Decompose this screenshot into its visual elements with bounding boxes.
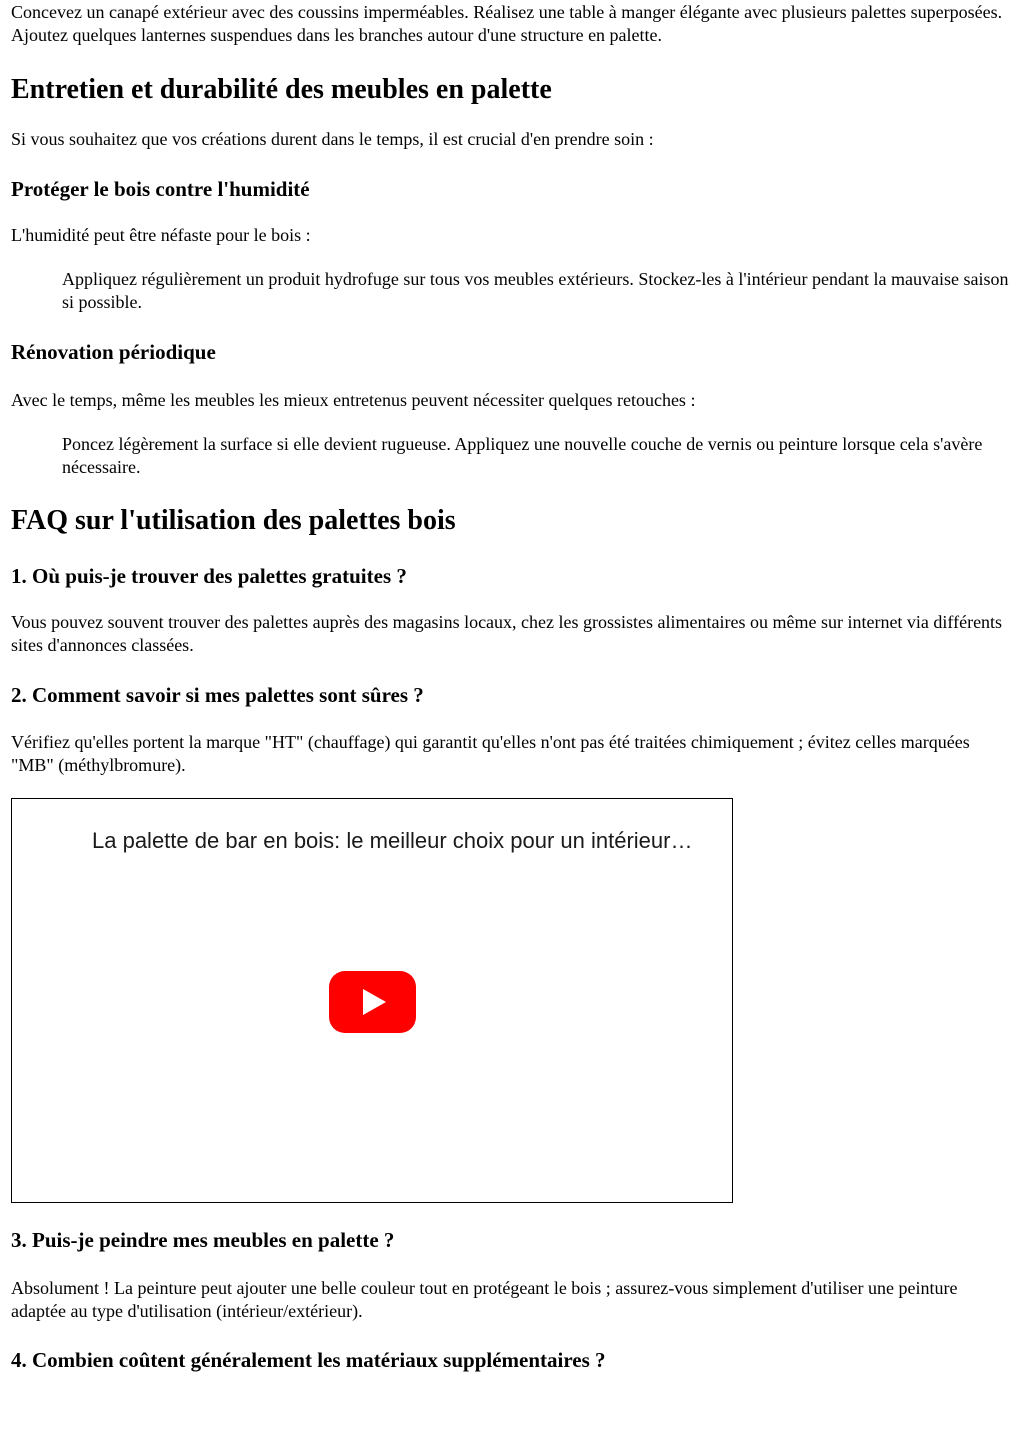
renovation-intro-paragraph: Avec le temps, même les meubles les mieux entretenus peuvent nécessiter quelques retouches : — [11, 390, 696, 410]
faq-answer-1: Vous pouvez souvent trouver des palettes auprès des magasins locaux, chez les grossistes alimentaires ou même sur internet via différents sites d'annonces classées. — [11, 612, 1003, 655]
video-title[interactable]: La palette de bar en bois: le meilleur choix pour un intérieur… — [92, 828, 693, 853]
intro-paragraph: Concevez un canapé extérieur avec des coussins imperméables. Réalisez une table à manger élégante avec plusieurs palettes superposées. Ajoutez quelques lanternes suspendues dans les branches autour d'une structure en palette. — [11, 2, 1003, 45]
faq-question-2: 2. Comment savoir si mes palettes sont sûres ? — [11, 683, 424, 707]
renovation-quote: Poncez légèrement la surface si elle devient rugueuse. Appliquez une nouvelle couche de vernis ou peinture lorsque cela s'avère nécessaire. — [62, 434, 983, 477]
entretien-intro-paragraph: Si vous souhaitez que vos créations durent dans le temps, il est crucial d'en prendre soin : — [11, 129, 654, 149]
faq-question-4: 4. Combien coûtent généralement les matériaux supplémentaires ? — [11, 1348, 606, 1372]
humidite-heading: Protéger le bois contre l'humidité — [11, 177, 310, 201]
faq-heading: FAQ sur l'utilisation des palettes bois — [11, 505, 456, 536]
humidite-intro-paragraph: L'humidité peut être néfaste pour le bois : — [11, 225, 311, 245]
faq-question-3: 3. Puis-je peindre mes meubles en palette ? — [11, 1228, 395, 1252]
faq-answer-2: Vérifiez qu'elles portent la marque "HT" (chauffage) qui garantit qu'elles n'ont pas été traitées chimiquement ; évitez celles marquées "MB" (méthylbromure). — [11, 732, 970, 775]
renovation-heading: Rénovation périodique — [11, 340, 216, 364]
article-content — [0, 1, 1024, 1373]
entretien-heading: Entretien et durabilité des meubles en palette — [11, 74, 552, 105]
youtube-play-icon[interactable] — [329, 971, 416, 1033]
faq-answer-3: Absolument ! La peinture peut ajouter une belle couleur tout en protégeant le bois ; assurez-vous simplement d'utiliser une peinture adaptée au type d'utilisation (intérieur/extérieur). — [11, 1278, 958, 1321]
video-embed[interactable] — [11, 798, 733, 1203]
humidite-quote: Appliquez régulièrement un produit hydrofuge sur tous vos meubles extérieurs. Stockez-les à l'intérieur pendant la mauvaise saison si possible. — [62, 269, 1009, 312]
faq-question-1: 1. Où puis-je trouver des palettes gratuites ? — [11, 564, 407, 588]
